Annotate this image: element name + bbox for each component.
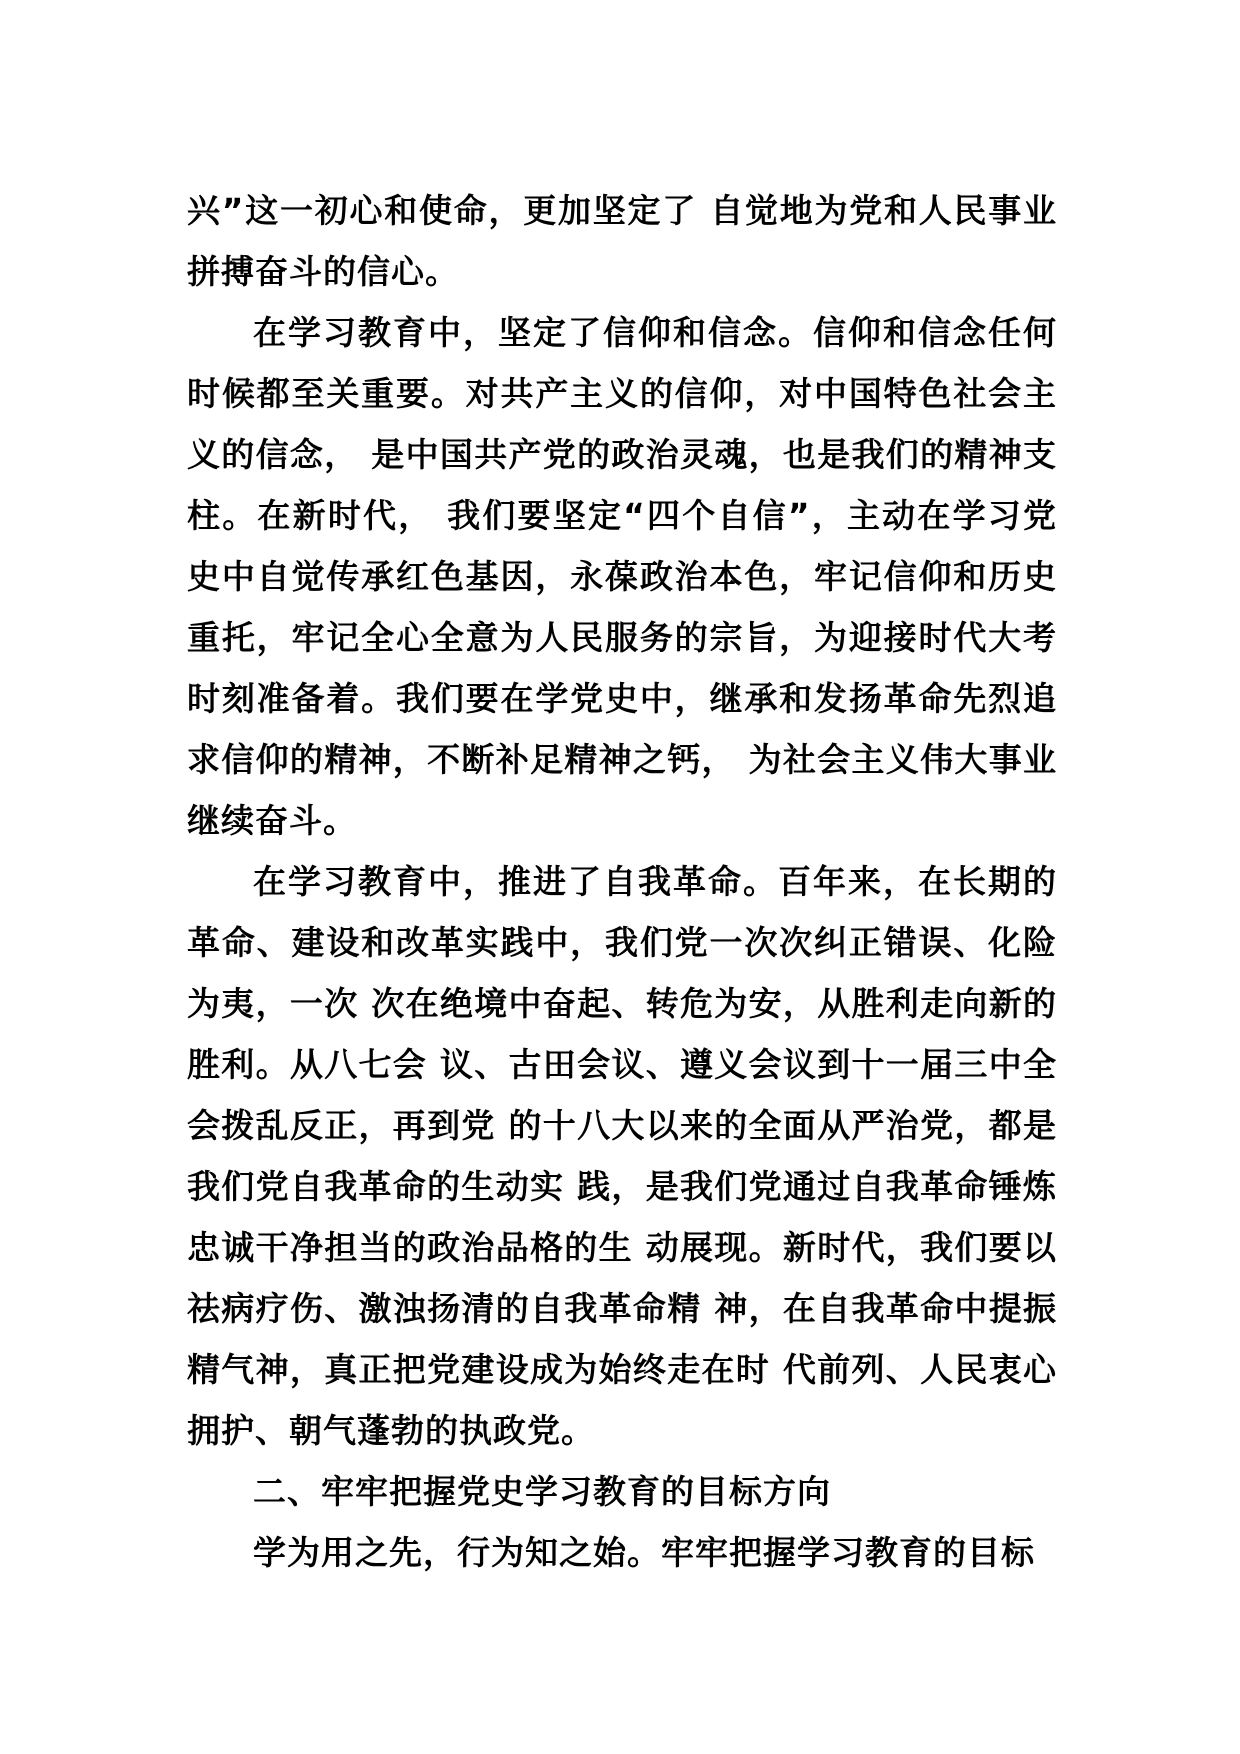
document-body — [187, 180, 1057, 1583]
paragraph-faith-and-belief: 在学习教育中，坚定了信仰和信念。信仰和信念任何时候都至关重要。对共产主义的信仰，对中国特色社会主义的信念， 是中国共产党的政治灵魂，也是我们的精神支柱。在新时代， 我们要坚定“四个自信”，主动在学习党史中自觉传承红色基因，永葆政治本色，牢记信仰和历史重托，牢记全心全意为人民服务的宗旨，为迎接时代大考时刻准备着。我们要在学党史中，继承和发扬革命先烈追求信仰的精神，不断补足精神之钙， 为社会主义伟大事业继续奋斗。 — [187, 313, 1057, 840]
paragraph-learning-goal: 学为用之先，行为知之始。牢牢把握学习教育的目标 — [253, 1533, 1035, 1572]
paragraph-self-revolution: 在学习教育中，推进了自我革命。百年来，在长期的革命、建设和改革实践中，我们党一次次纠正错误、化险为夷，一次 次在绝境中奋起、转危为安，从胜利走向新的胜利。从八七会 议、古田会议、遵义会议到十一届三中全会拨乱反正，再到党 的十八大以来的全面从严治党，都是我们党自我革命的生动实 践，是我们党通过自我革命锤炼忠诚干净担当的政治品格的生 动展现。新时代，我们要以祛病疗伤、激浊扬清的自我革命精 神，在自我革命中提振精气神，真正把党建设成为始终走在时 代前列、人民衷心拥护、朝气蓬勃的执政党。 — [187, 862, 1057, 1450]
section-heading: 二、牢牢把握党史学习教育的目标方向 — [253, 1472, 831, 1511]
paragraph-continuation: 兴”这一初心和使命，更加坚定了 自觉地为党和人民事业拼搏奋斗的信心。 — [187, 191, 1057, 291]
